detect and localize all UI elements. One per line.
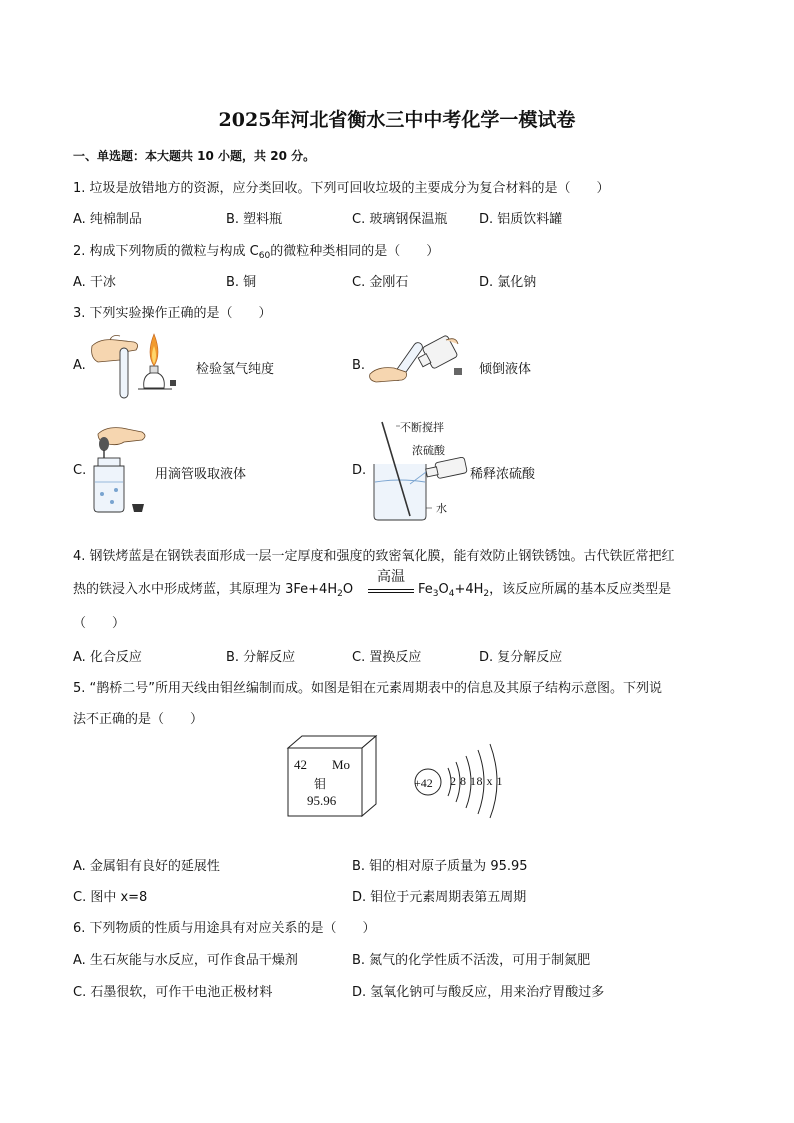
q3-option-c-caption: 用滴管吸取液体 xyxy=(155,467,247,482)
q4-option-a: A. 化合反应 xyxy=(73,650,142,665)
label-water: 水 xyxy=(436,502,447,515)
q2-option-c: C. 金刚石 xyxy=(352,275,409,290)
question-2-stem: 2. 构成下列物质的微粒与构成 $C_{60}$的微粒种类相同的是（ ） xyxy=(73,244,440,261)
question-4-line-3: （ ） xyxy=(73,616,126,631)
element-atomic-number: 42 xyxy=(294,757,307,772)
q1-option-a: A. 纯棉制品 xyxy=(73,212,142,227)
question-3-stem: 3. 下列实验操作正确的是（ ） xyxy=(73,306,272,321)
q2-option-b: B. 铜 xyxy=(226,275,257,290)
q4-option-b: B. 分解反应 xyxy=(226,650,296,665)
element-name: 钼 xyxy=(314,777,327,791)
question-5-line-1: 5. “鹊桥二号”所用天线由钼丝编制而成。如图是钼在元素周期表中的信息及其原子结构示意图。下列说 xyxy=(73,681,663,696)
q3-option-b-caption: 倾倒液体 xyxy=(479,362,532,377)
pouring-liquid-diagram xyxy=(368,334,468,392)
q6-option-c: C. 石墨很软，可作干电池正极材料 xyxy=(73,985,273,1000)
q4-option-c: C. 置换反应 xyxy=(352,650,422,665)
q5-option-c: C. 图中 x=8 xyxy=(73,890,148,905)
q2-option-d: D. 氯化钠 xyxy=(479,275,537,290)
element-atomic-mass: 95.96 xyxy=(307,793,337,808)
reaction-condition: 高温 xyxy=(377,569,405,585)
q3-option-a-caption: 检验氢气纯度 xyxy=(196,362,275,377)
q4-option-d: D. 复分解反应 xyxy=(479,650,563,665)
q1-option-d: D. 铝质饮料罐 xyxy=(479,212,563,227)
q1-option-c: C. 玻璃钢保温瓶 xyxy=(352,212,448,227)
q6-option-b: B. 氮气的化学性质不活泼，可用于制氮肥 xyxy=(352,953,591,968)
element-symbol: Mo xyxy=(332,757,351,772)
question-4-line-1: 4. 钢铁烤蓝是在钢铁表面形成一层一定厚度和强度的致密氧化膜，能有效防止钢铁锈蚀。古代铁匠常把红 xyxy=(73,549,675,564)
reaction-products: $Fe_3O_4+4H_2$，该反应所属的基本反应类型是 xyxy=(418,582,672,599)
label-concentrated-acid: 浓硫酸 xyxy=(412,444,445,457)
q3-option-d-letter: D. xyxy=(352,463,367,478)
q6-option-a: A. 生石灰能与水反应，可作食品干燥剂 xyxy=(73,953,298,968)
reaction-equals-sign xyxy=(368,589,414,593)
question-6-stem: 6. 下列物质的性质与用途具有对应关系的是（ ） xyxy=(73,921,376,936)
q5-option-b: B. 钼的相对原子质量为 95.95 xyxy=(352,859,528,874)
q6-option-d: D. 氢氧化钠可与酸反应，用来治疗胃酸过多 xyxy=(352,985,605,1000)
page-title: 2025年河北省衡水三中中考化学一模试卷 xyxy=(218,109,576,131)
q3-option-a-letter: A. xyxy=(73,358,86,373)
atom-electron-shells: 2 8 18 x 1 xyxy=(450,774,503,788)
q2-option-a: A. 干冰 xyxy=(73,275,116,290)
q3-option-d-caption: 稀释浓硫酸 xyxy=(470,467,536,482)
atom-nucleus-charge: +42 xyxy=(414,776,433,790)
hydrogen-purity-test-diagram xyxy=(88,328,180,404)
dropper-diagram xyxy=(88,422,150,516)
q3-option-c-letter: C. xyxy=(73,463,87,478)
question-4-line-2: 热的铁浸入水中形成烤蓝，其原理为 $3Fe+4H_2O$ xyxy=(73,582,354,599)
q5-option-a: A. 金属钼有良好的延展性 xyxy=(73,859,220,874)
question-5-line-2: 法不正确的是（ ） xyxy=(73,712,204,727)
section-heading: 一、单选题：本大题共 10 小题，共 20 分。 xyxy=(73,149,316,163)
q3-option-b-letter: B. xyxy=(352,358,366,373)
q5-option-d: D. 钼位于元素周期表第五周期 xyxy=(352,890,527,905)
label-stir: 不断搅拌 xyxy=(400,421,444,434)
question-1-stem: 1. 垃圾是放错地方的资源，应分类回收。下列可回收垃圾的主要成分为复合材料的是（ ） xyxy=(73,181,610,196)
q1-option-b: B. 塑料瓶 xyxy=(226,212,283,227)
